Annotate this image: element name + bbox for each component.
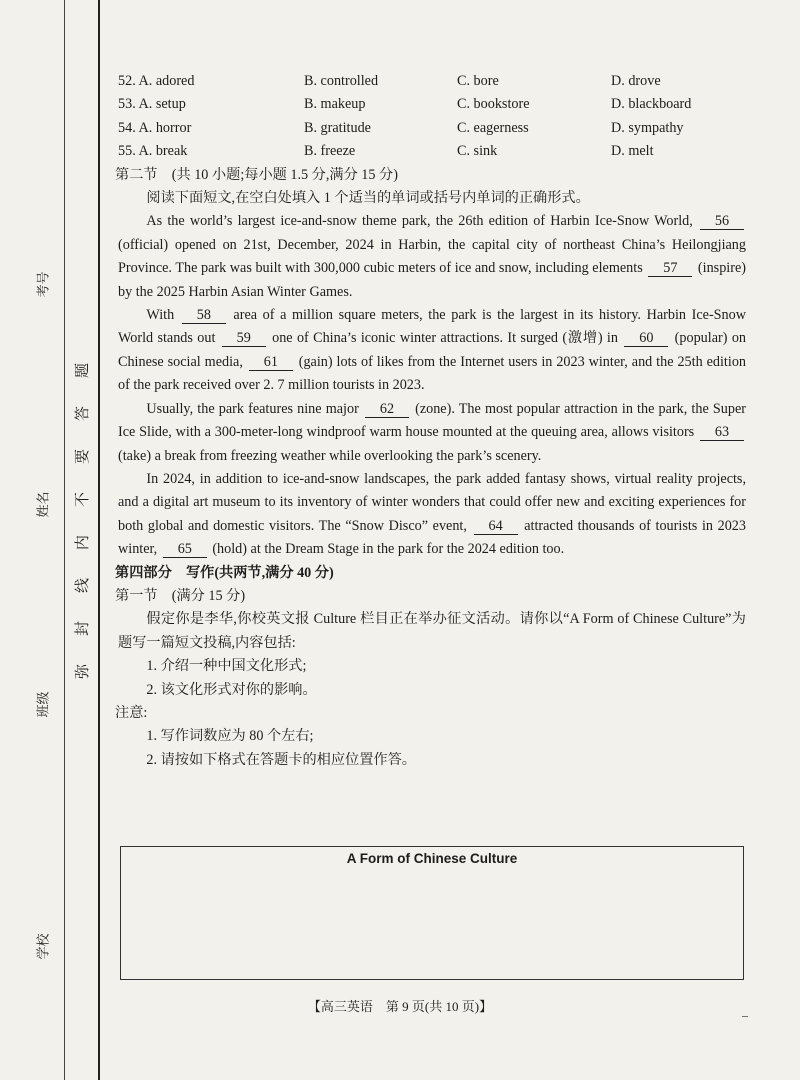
margin-line-right [98,0,100,1080]
option: 55. A. break [118,143,188,160]
seal-char: 线 [75,577,92,594]
note-item-2: 2. 请按如下格式在答题卡的相应位置作答。 [146,751,416,768]
name-label: 姓名 [35,491,51,518]
option: D. blackboard [611,96,692,113]
section2-heading: 第二节 (共 10 小题;每小题 1.5 分,满分 15 分) [115,166,398,183]
margin-line-left [64,0,65,1080]
blank-58[interactable]: 58 [182,307,226,324]
blank-60[interactable]: 60 [624,330,668,347]
seal-char: 内 [75,534,92,551]
section2-instruction: 阅读下面短文,在空白处填入 1 个适当的单词或括号内单词的正确形式。 [146,190,590,207]
options-grid [118,70,746,164]
blank-64[interactable]: 64 [474,518,518,535]
seal-warning [70,360,94,682]
option: B. gratitude [304,119,371,136]
prompt-item-1: 1. 介绍一种中国文化形式; [146,658,307,675]
passage-paragraph-1: As the world’s largest ice-and-snow theme park, the 26th edition of Harbin Ice-Snow World, 56 (official) opened on 21st, December, 2024 in Harbin, the capital city of northeast China’s Heilongjiang Province. The park was built with 300,000 cubic meters of ice and snow, including elements 57 (inspire) by the 2025 Harbin Asian Winter Games. [118,213,746,300]
seal-char: 题 [75,362,92,379]
passage-paragraph-3: Usually, the park features nine major 62 (zone). The most popular attraction in the park, the Super Ice Slide, with a 300-meter-long windproof warm house mounted at the queuing area, allows visitors 63 (take) a break from freezing weather while overlooking the park’s scenery. [118,400,746,464]
seal-char: 弥 [75,663,92,680]
seal-char: 要 [75,448,92,465]
page-content [115,70,747,772]
option: B. freeze [304,143,356,160]
school-label: 学校 [35,933,51,960]
blank-62[interactable]: 62 [365,401,409,418]
answer-box[interactable] [120,846,744,980]
option: C. sink [457,143,498,160]
option: C. bore [457,73,499,89]
seal-char: 不 [75,491,92,508]
note-label: 注意: [115,704,148,721]
passage-paragraph-4: In 2024, in addition to ice-and-snow landscapes, the park added fantasy shows, virtual reality projects, and a digital art museum to its inventory of winter wonders that could offer new and exciting experiences for both global and domestic visitors. The “Snow Disco” event, 64 attracted thousands of tourists in 2023 winter, 65 (hold) at the Dream Stage in the park for the 2024 edition too. [118,470,746,558]
seal-char: 答 [75,405,92,422]
option: D. drove [611,73,661,89]
school-field [33,920,52,960]
part4-section1: 第一节 (满分 15 分) [115,587,246,604]
class-field [33,678,52,718]
blank-65[interactable]: 65 [163,541,207,558]
exam-no-field [33,258,52,298]
seal-char: 封 [75,620,92,637]
option: 52. A. adored [118,73,195,89]
option: D. melt [611,143,654,160]
exam-no-label: 考号 [35,271,51,298]
option: C. eagerness [457,119,529,136]
answer-box-title: A Form of Chinese Culture [346,851,518,866]
option: C. bookstore [457,96,530,113]
option: B. makeup [304,96,366,113]
corner-mark: – [742,1008,748,1022]
class-label: 班级 [35,691,51,718]
writing-prompt: 假定你是李华,你校英文报 Culture 栏目正在举办征文活动。请你以“A Form of Chinese Culture”为题写一篇短文投稿,内容包括: [118,611,746,651]
passage-paragraph-2: With 58 area of a million square meters, the park is the largest in its history. Harbin Ice-Snow World stands out 59 one of China’s iconic winter attractions. It surged (激增) in 60 (popular) on Chinese social media, 61 (gain) lots of likes from the Internet users in 2023 winter, and the 25th edition of the park received over 2. 7 million tourists in 2023. [118,307,747,394]
option: 54. A. horror [118,119,192,136]
blank-63[interactable]: 63 [700,424,744,441]
blank-61[interactable]: 61 [249,354,293,371]
note-item-1: 1. 写作词数应为 80 个左右; [146,728,314,745]
blank-57[interactable]: 57 [648,260,692,277]
prompt-item-2: 2. 该文化形式对你的影响。 [146,681,317,698]
option: B. controlled [304,73,379,89]
page-footer: 【高三英语 第 9 页(共 10 页)】 [307,999,493,1014]
option: D. sympathy [611,119,684,136]
blank-56[interactable]: 56 [700,213,744,230]
part4-heading: 第四部分 写作(共两节,满分 40 分) [115,564,334,581]
name-field [33,478,52,518]
option: 53. A. setup [118,96,186,113]
blank-59[interactable]: 59 [222,330,266,347]
